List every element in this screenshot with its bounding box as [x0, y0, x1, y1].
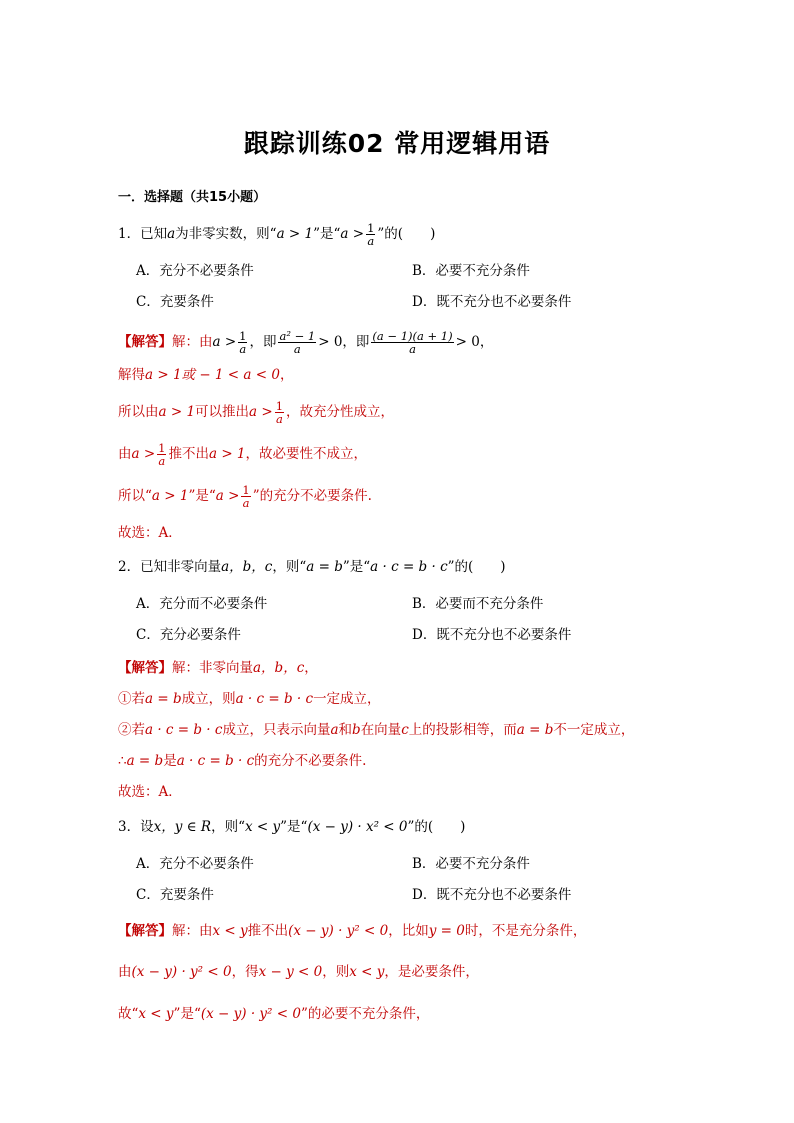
- q2-solution-line-2: ①若a = b成立，则a · c = b · c一定成立，: [118, 691, 381, 707]
- q2-option-a: A．充分而不必要条件: [136, 596, 268, 612]
- q1-option-c: C．充要条件: [136, 294, 214, 310]
- question-3-stem: 3．设x，y ∈ R，则“x < y”是“(x − y) · x² < 0”的( ): [118, 819, 466, 835]
- answer-tag: 【解答】: [118, 334, 172, 351]
- question-1-stem: 1．已知a为非零实数，则“a > 1”是“a > $\frac{1}{a}$ ”的( ): [118, 221, 436, 249]
- q3-solution-line-1: 【解答】解：由x < y推不出(x − y) · y² < 0，比如y = 0时，不是充分条件，: [118, 923, 587, 939]
- q2-solution-line-1: 【解答】解：非零向量a，b，c，: [118, 660, 318, 676]
- answer-tag: 【解答】: [118, 923, 172, 939]
- q1-solution-line-3: 所以由a > 1可以推出a > $\frac{1}{a}$ ，故充分性成立，: [118, 399, 395, 427]
- q2-option-d: D．既不充分也不必要条件: [412, 627, 572, 643]
- question-2-stem: 2．已知非零向量a，b，c，则“a = b”是“a · c = b · c”的( ): [118, 559, 506, 575]
- q1-option-a: A．充分不必要条件: [136, 263, 254, 279]
- q3-solution-line-3: 故“x < y”是“(x − y) · y² < 0”的必要不充分条件，: [118, 1006, 430, 1022]
- q1-solution-line-1: 【解答】解：由a > $\frac{1}{a}$ ，即 $\frac{\text{a² − 1}}{a}$ > 0，即 $\frac{(a - 1)(a + 1)}{a}$ > 0，: [118, 329, 494, 357]
- q2-choice: 故选：A．: [118, 784, 182, 800]
- q3-solution-line-2: 由(x − y) · y² < 0，得x − y < 0，则x < y，是必要条件，: [118, 964, 479, 980]
- q1-solution-line-5: 所以“a > 1”是“a > $\frac{1}{a}$ ”的充分不必要条件.: [118, 483, 372, 511]
- q1-option-d: D．既不充分也不必要条件: [412, 294, 572, 310]
- q1-choice: 故选：A．: [118, 525, 182, 541]
- q3-option-a: A．充分不必要条件: [136, 856, 254, 872]
- q3-option-b: B．必要不充分条件: [412, 856, 530, 872]
- q2-solution-line-4: ∴a = b是a · c = b · c的充分不必要条件.: [118, 753, 367, 769]
- q2-option-c: C．充分必要条件: [136, 627, 241, 643]
- q1-option-b: B．必要不充分条件: [412, 263, 530, 279]
- q1-solution-line-2: 解得a > 1或 − 1 < a < 0，: [118, 367, 294, 383]
- answer-tag: 【解答】: [118, 660, 172, 676]
- q3-option-d: D．既不充分也不必要条件: [412, 887, 572, 903]
- q3-option-c: C．充要条件: [136, 887, 214, 903]
- q1-solution-line-4: 由a > $\frac{1}{a}$ 推不出a > 1，故必要性不成立，: [118, 441, 368, 469]
- q2-option-b: B．必要而不充分条件: [412, 596, 544, 612]
- section-heading: 一．选择题（共15小题）: [118, 190, 267, 205]
- page-title: 跟踪训练02 常用逻辑用语: [243, 129, 551, 158]
- q2-solution-line-3: ②若a · c = b · c成立，只表示向量a和b在向量c上的投影相等，而a = b不一定成立，: [118, 722, 635, 738]
